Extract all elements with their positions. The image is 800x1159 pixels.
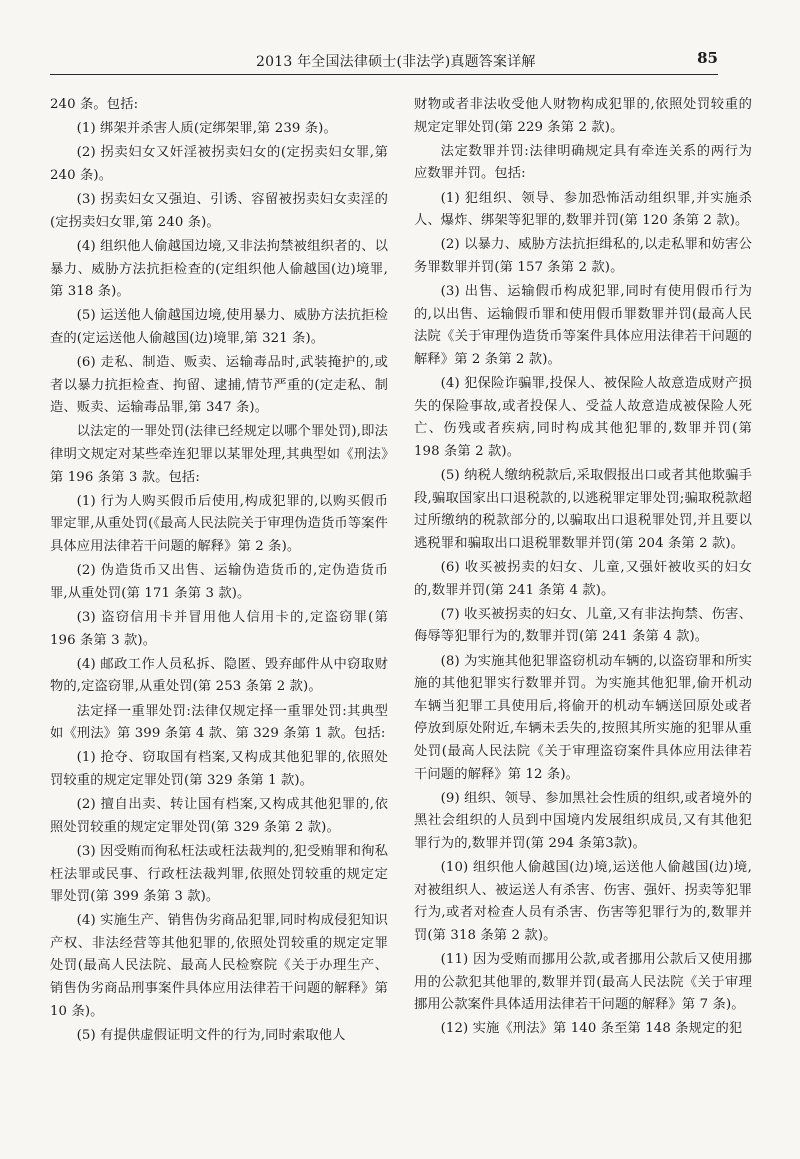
paragraph: (6) 收买被拐卖的妇女、儿童,又强奸被收买的妇女的,数罪并罚(第 241 条第 4 款)。 (414, 560, 752, 598)
paragraph: (1) 犯组织、领导、参加恐怖活动组织罪,并实施杀人、爆炸、绑架等犯罪的,数罪并罚(第 120 条第 2 款)。 (414, 190, 752, 229)
running-title: 2013 年全国法律硕士(非法学)真题答案详解 (256, 54, 536, 70)
paragraph: (2) 拐卖妇女又奸淫被拐卖妇女的(定拐卖妇女罪,第 240 条)。 (50, 145, 388, 183)
paragraph: 以法定的一罪处罚(法律已经规定以哪个罪处罚),即法律明文规定对某些牵连犯罪以某罪处理,其典型如《刑法》第 196 条第 3 款。包括: (50, 424, 388, 485)
right-column (414, 94, 752, 1043)
paragraph: (12) 实施《刑法》第 140 条至第 148 条规定的犯 (440, 1021, 743, 1037)
paragraph: 240 条。包括: (50, 97, 139, 112)
left-column (50, 94, 388, 1049)
paragraph: (9) 组织、领导、参加黑社会性质的组织,或者境外的黑社会组织的人员到中国境内发展组织成员,又有其他犯罪行为的,数罪并罚(第 294 条第3款)。 (414, 790, 752, 851)
paragraph: (5) 运送他人偷越国边境,使用暴力、威胁方法抗拒检查的(定运送他人偷越国(边)境罪,第 321 条)。 (50, 308, 388, 346)
paragraph: 法定数罪并罚:法律明确规定具有牵连关系的两行为应数罪并罚。包括: (414, 143, 752, 182)
paragraph: (11) 因为受贿而挪用公款,或者挪用公款后又使用挪用的公款犯其他罪的,数罪并罚(最高人民法院《关于审理挪用公款案件具体适用法律若干问题的解释》第 7 条)。 (414, 952, 752, 1013)
paragraph: (1) 抢夺、窃取国有档案,又构成其他犯罪的,依照处罚较重的规定定罪处罚(第 329 条第 1 款)。 (50, 750, 388, 788)
paragraph: (10) 组织他人偷越国(边)境,运送他人偷越国(边)境,对被组织人、被运送人有杀害、伤害、强奸、拐卖等犯罪行为,或者对检查人员有杀害、伤害等犯罪行为的,数罪并罚(第 318 条第 2 款)。 (414, 860, 752, 943)
paragraph: (4) 组织他人偷越国边境,又非法拘禁被组织者的、以暴力、威胁方法抗拒检查的(定组织他人偷越国(边)境罪,第 318 条)。 (50, 238, 388, 300)
paragraph: (7) 收买被拐卖的妇女、儿童,又有非法拘禁、伤害、侮辱等犯罪行为的,数罪并罚(第 241 条第 4 款)。 (414, 606, 752, 645)
paragraph: (2) 以暴力、威胁方法抗拒缉私的,以走私罪和妨害公务罪数罪并罚(第 157 条第 2 款)。 (414, 237, 752, 275)
paragraph: (8) 为实施其他犯罪盗窃机动车辆的,以盗窃罪和所实施的其他犯罪实行数罪并罚。为实施其他犯罪,偷开机动车辆当犯罪工具使用后,将偷开的机动车辆送回原处或者停放到原处附近,车辆未丢失的,按照其所实施的犯罪从重处罚(最高人民法院《关于审理盗窃案件具体应用法律若干问题的解释》第 12 条)。 (414, 653, 752, 782)
paragraph: (2) 擅自出卖、转让国有档案,又构成其他犯罪的,依照处罚较重的规定定罪处罚(第 329 条第 2 款)。 (50, 797, 388, 835)
paragraph: (3) 盗窃信用卡并冒用他人信用卡的,定盗窃罪(第 196 条第 3 款)。 (50, 610, 388, 648)
paragraph: (5) 纳税人缴纳税款后,采取假报出口或者其他欺骗手段,骗取国家出口退税款的,以逃税罪定罪处罚;骗取税款超过所缴纳的税款部分的,以骗取出口退税罪处罚,并且要以逃税罪和骗取出口退税罪数罪并罚(第 204 条第 2 款)。 (414, 468, 752, 551)
paragraph: (5) 有提供虚假证明文件的行为,同时索取他人 (76, 1027, 346, 1043)
paragraph: 法定择一重罪处罚:法律仅规定择一重罪处罚:其典型如《刑法》第 399 条第 4 款、第 329 条第 1 款。包括: (50, 703, 388, 742)
paragraph: (1) 行为人购买假币后使用,构成犯罪的,以购买假币罪定罪,从重处罚(《最高人民法院关于审理伪造货币等案件具体应用法律若干问题的解释》第 2 条)。 (50, 493, 388, 555)
paragraph: 财物或者非法收受他人财物构成犯罪的,依照处罚较重的规定定罪处罚(第 229 条第 2 款)。 (414, 97, 752, 135)
page-number: 85 (697, 49, 718, 67)
paragraph: (1) 绑架并杀害人质(定绑架罪,第 239 条)。 (76, 121, 337, 137)
paragraph: (3) 拐卖妇女又强迫、引诱、容留被拐卖妇女卖淫的(定拐卖妇女罪,第 240 条)。 (50, 192, 388, 230)
paragraph: (6) 走私、制造、贩卖、运输毒品时,武装掩护的,或者以暴力抗拒检查、拘留、逮捕,情节严重的(定走私、制造、贩卖、运输毒品罪,第 347 条)。 (50, 355, 388, 416)
paragraph: (3) 出售、运输假币构成犯罪,同时有使用假币行为的,以出售、运输假币罪和使用假币罪数罪并罚(最高人民法院《关于审理伪造货币等案件具体应用法律若干问题的解释》第 2 条第 2 款)。 (414, 284, 752, 367)
page-header (50, 46, 718, 75)
paragraph: (3) 因受贿而徇私枉法或枉法裁判的,犯受贿罪和徇私枉法罪或民事、行政枉法裁判罪,依照处罚较重的规定定罪处罚(第 399 条第 3 款)。 (50, 843, 388, 905)
paragraph: (4) 犯保险诈骗罪,投保人、被保险人故意造成财产损失的保险事故,或者投保人、受益人故意造成被保险人死亡、伤残或者疾病,同时构成其他犯罪的,数罪并罚(第 198 条第 2 款)。 (414, 376, 752, 459)
paragraph: (2) 伪造货币又出售、运输伪造货币的,定伪造货币罪,从重处罚(第 171 条第 3 款)。 (50, 563, 388, 601)
paragraph: (4) 实施生产、销售伪劣商品犯罪,同时构成侵犯知识产权、非法经营等其他犯罪的,依照处罚较重的规定定罪处罚(最高人民法院、最高人民检察院《关于办理生产、销售伪劣商品刑事案件具体应用法律若干问题的解释》第 10 条)。 (50, 913, 388, 1019)
paragraph: (4) 邮政工作人员私拆、隐匿、毁弃邮件从中窃取财物的,定盗窃罪,从重处罚(第 253 条第 2 款)。 (50, 656, 388, 695)
